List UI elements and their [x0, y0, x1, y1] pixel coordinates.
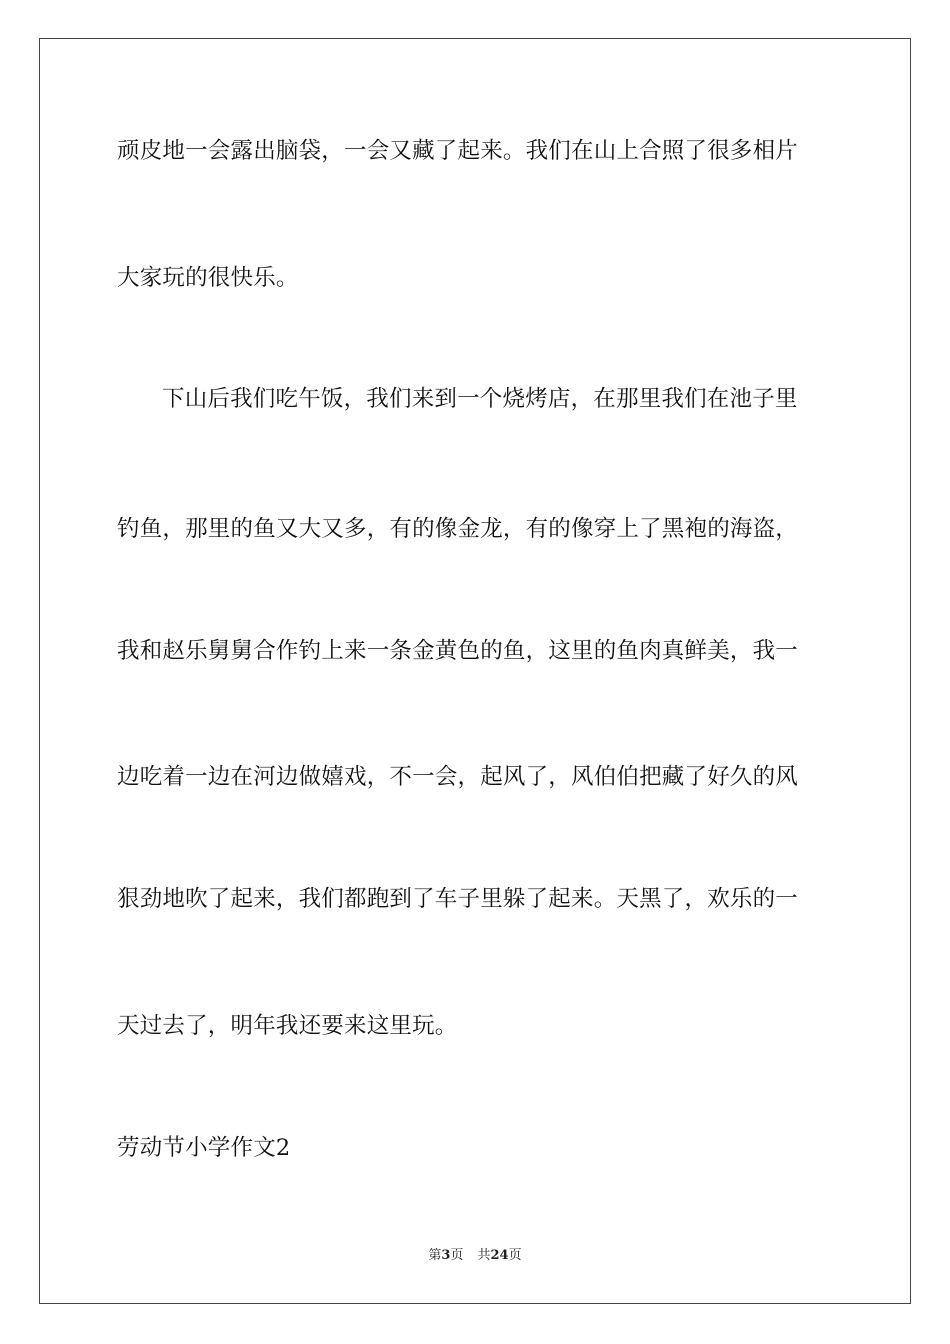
footer-page-unit: 页: [450, 1248, 464, 1263]
footer-total-pages: 24: [490, 1248, 509, 1263]
body-text-line: 钓鱼，那里的鱼又大又多，有的像金龙，有的像穿上了黑袍的海盗，: [117, 516, 799, 542]
body-text-line: 顽皮地一会露出脑袋，一会又藏了起来。我们在山上合照了很多相片: [117, 138, 799, 164]
body-text-line: 天过去了，明年我还要来这里玩。: [117, 1013, 458, 1039]
footer-current-page: 3: [441, 1248, 451, 1263]
footer-total-unit: 页: [508, 1248, 522, 1263]
page-border: [39, 38, 911, 1304]
body-text-line: 狠劲地吹了起来，我们都跑到了车子里躲了起来。天黑了，欢乐的一: [117, 886, 799, 912]
body-text-line: 边吃着一边在河边做嬉戏，不一会，起风了，风伯伯把藏了好久的风: [117, 764, 799, 790]
footer-total-prefix: 共: [477, 1248, 491, 1263]
body-text-line: 我和赵乐舅舅合作钓上来一条金黄色的鱼，这里的鱼肉真鲜美，我一: [117, 638, 799, 664]
footer-page-prefix: 第: [428, 1248, 442, 1263]
page-number-footer: [0, 1247, 950, 1265]
paragraph-first-line: 下山后我们吃午饭，我们来到一个烧烤店，在那里我们在池子里: [162, 386, 798, 412]
body-text-line: 大家玩的很快乐。: [117, 265, 299, 291]
section-heading: 劳动节小学作文2: [117, 1135, 291, 1161]
